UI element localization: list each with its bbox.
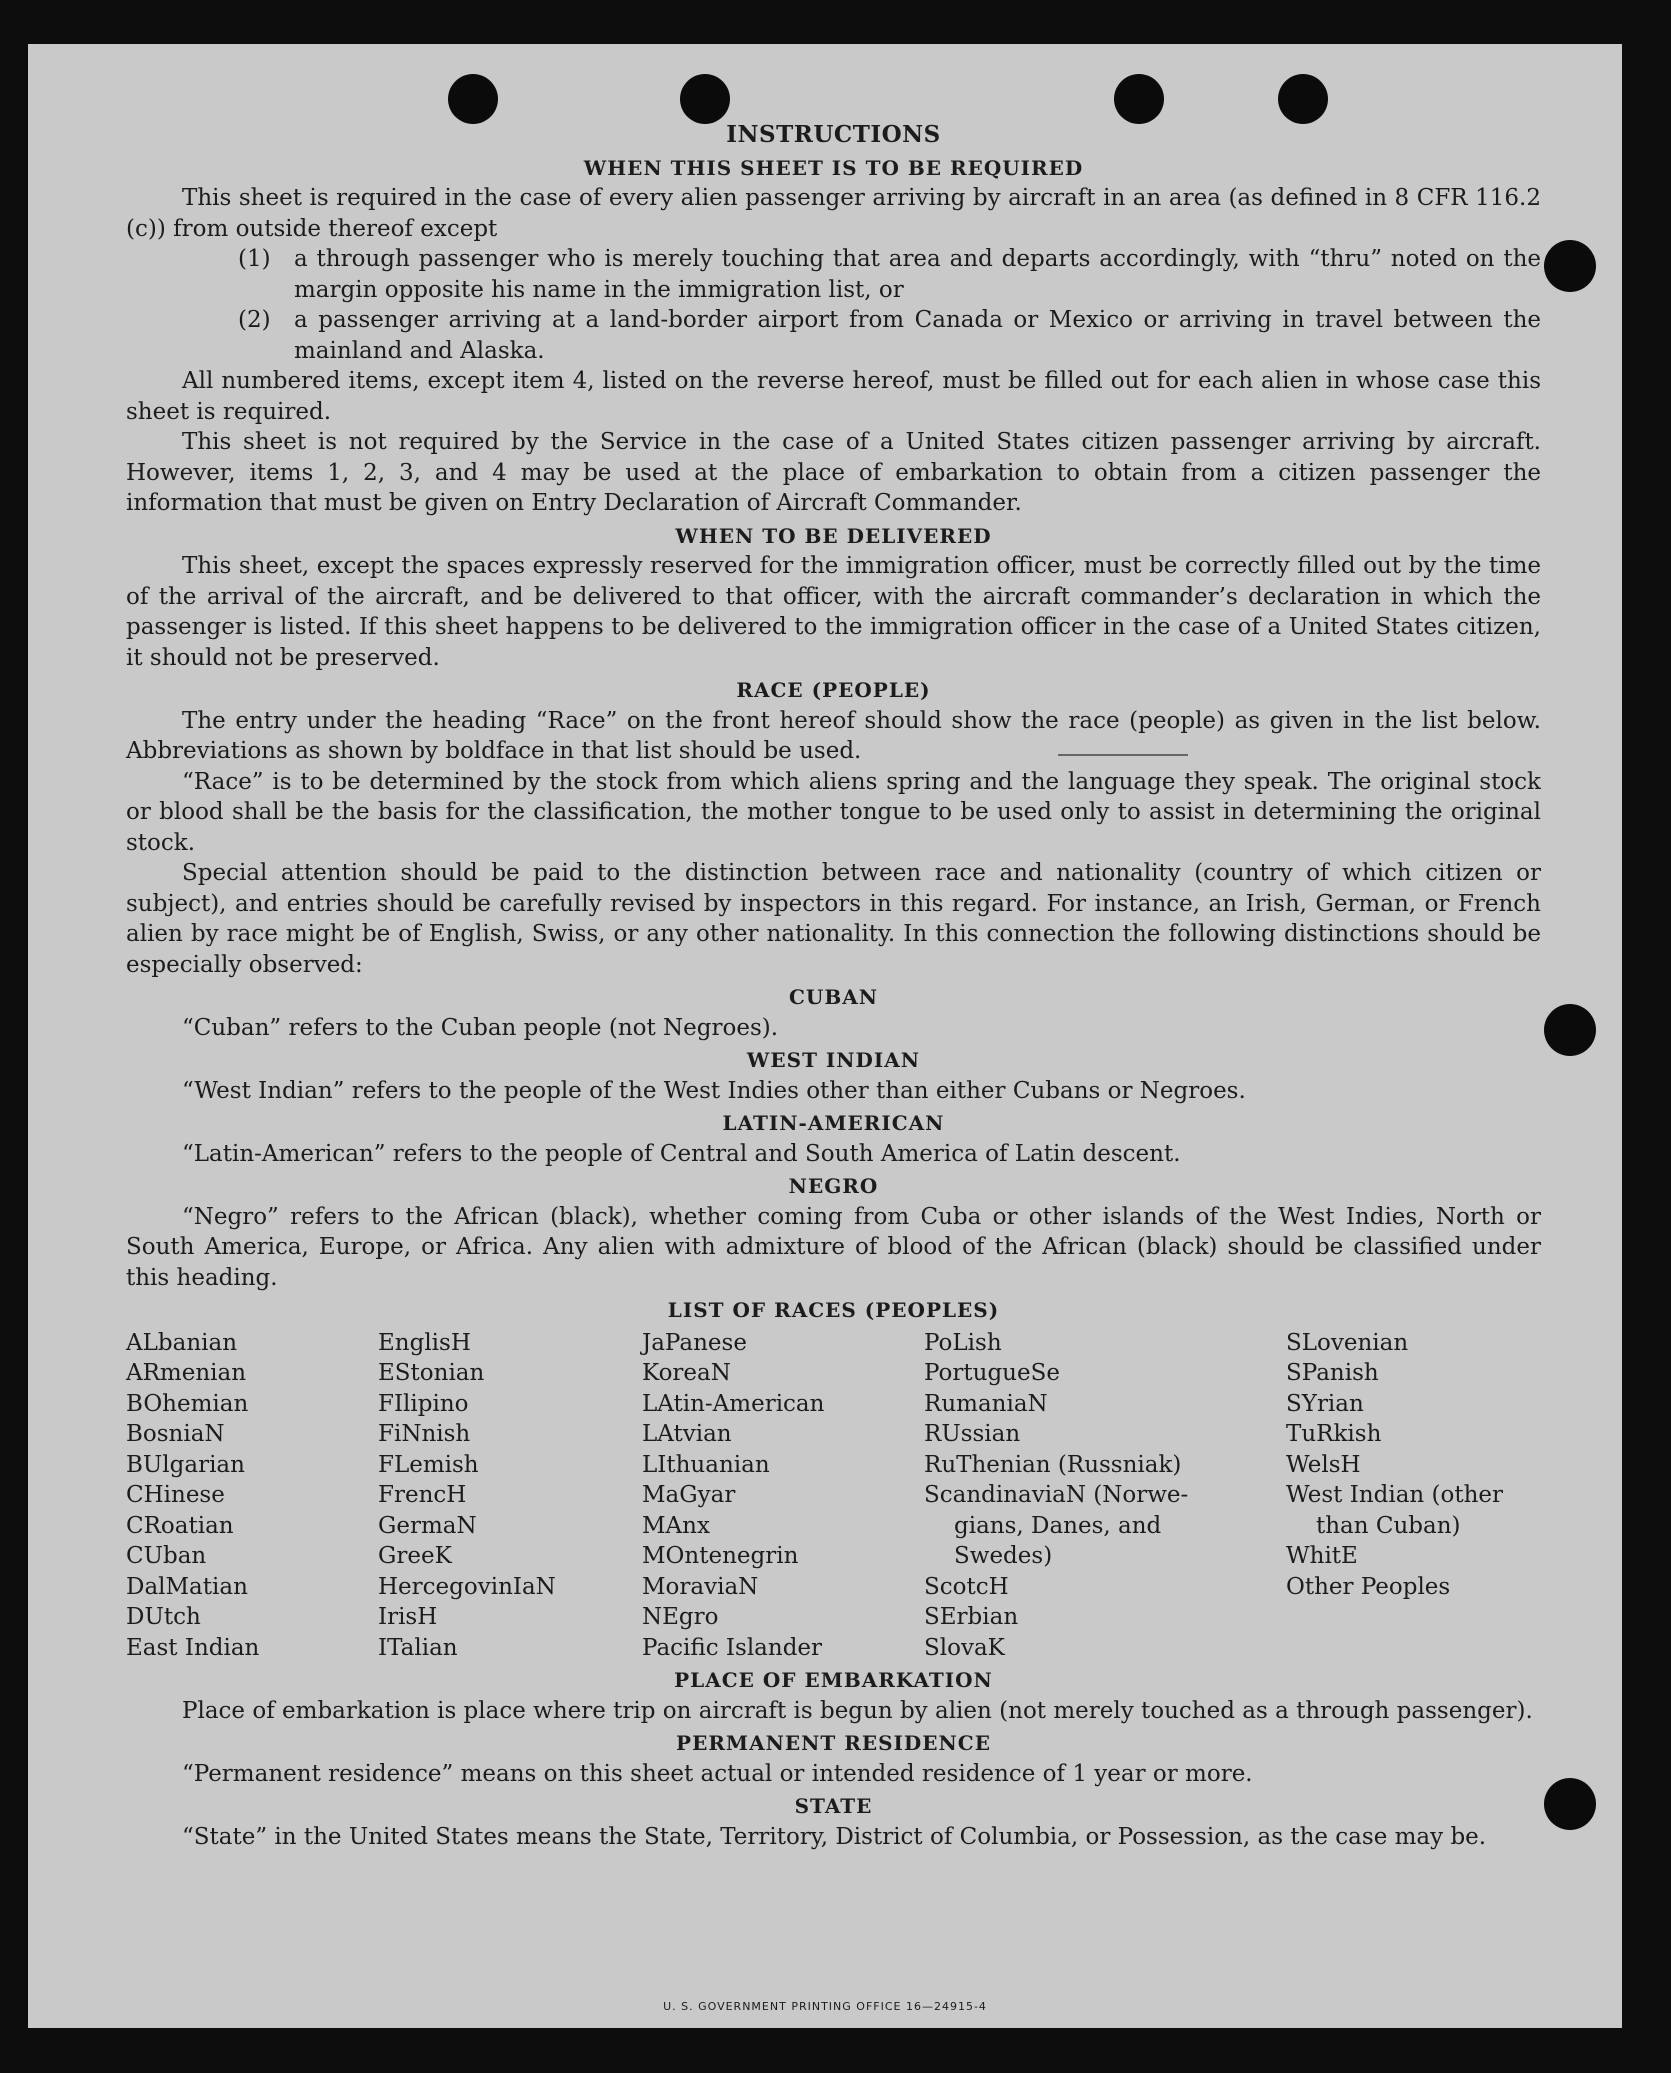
list-of-races <box>126 1328 1541 1664</box>
heading-race: RACE (PEOPLE) <box>736 678 931 702</box>
race-entry: FiNnish <box>378 1421 471 1447</box>
race-entry: FLemish <box>378 1451 479 1478</box>
race-entry: LAtin-American <box>642 1390 825 1417</box>
race-entry: PortugueSe <box>924 1360 1060 1386</box>
when-required-intro: This sheet is required in the case of every alien passenger arriving by aircraft in an area (as defined in 8 CFR 116.2 (c)) from outside thereof except <box>126 185 1541 242</box>
instructions-body <box>126 118 1541 1852</box>
race-entry: MOntenegrin <box>642 1543 799 1569</box>
heading-state: STATE <box>794 1794 873 1818</box>
race-entry: DalMatian <box>126 1573 248 1600</box>
exception-text: a through passenger who is merely touching that area and departs accordingly, with “thru” noted on the margin opposite his name in the immigration list, or <box>294 246 1541 303</box>
race-column <box>642 1328 924 1664</box>
exception-item <box>126 305 1541 366</box>
race-entry: DUtch <box>126 1604 201 1630</box>
race-entry: gians, Danes, and <box>954 1512 1162 1539</box>
race-column <box>126 1328 378 1664</box>
race-column <box>1286 1328 1536 1664</box>
race-paragraph: Special attention should be paid to the distinction between race and nationality (country of which citizen or subject), and entries should be carefully revised by inspectors in this regard. For instance, an Irish, German, or French alien by race might be of English, Swiss, or any other nationality. In this connection the following distinctions should be especially observed: <box>126 860 1541 978</box>
race-entry: BosniaN <box>126 1421 225 1447</box>
race-entry: than Cuban) <box>1316 1512 1461 1539</box>
race-entry: ALbanian <box>126 1329 238 1356</box>
race-entry: NEgro <box>642 1604 719 1630</box>
binder-hole <box>1544 1004 1596 1056</box>
negro-definition: “Negro” refers to the African (black), whether coming from Cuba or other islands of the West Indies, North or South America, Europe, or Africa. Any alien with admixture of blood of the African (black) should be classified under this heading. <box>126 1203 1541 1291</box>
race-entry: CUban <box>126 1543 207 1569</box>
race-entry: SLovenian <box>1286 1329 1409 1356</box>
race-entry: GreeK <box>378 1543 452 1569</box>
binder-hole <box>1544 1778 1596 1830</box>
heading-embarkation: PLACE OF EMBARKATION <box>674 1668 993 1692</box>
west-indian-definition: “West Indian” refers to the people of the West Indies other than either Cubans or Negroes. <box>182 1077 1246 1104</box>
heading-when-delivered: WHEN TO BE DELIVERED <box>675 523 992 548</box>
heading-west-indian: WEST INDIAN <box>746 1048 921 1072</box>
exception-text: a passenger arriving at a land-border airport from Canada or Mexico or arriving in travel between the mainland and Alaska. <box>294 307 1541 364</box>
page-title: INSTRUCTIONS <box>726 121 941 148</box>
race-entry: ScandinaviaN (Norwe- <box>924 1482 1189 1508</box>
race-entry: CRoatian <box>126 1512 234 1539</box>
race-entry: ScotcH <box>924 1573 1009 1600</box>
race-entry: MaGyar <box>642 1482 736 1508</box>
race-entry: RuThenian (Russniak) <box>924 1451 1182 1478</box>
race-entry: LIthuanian <box>642 1451 770 1478</box>
race-entry: ARmenian <box>126 1360 247 1386</box>
cuban-definition: “Cuban” refers to the Cuban people (not Negroes). <box>182 1014 779 1041</box>
race-entry: ITalian <box>378 1634 458 1661</box>
race-entry: WelsH <box>1286 1451 1361 1478</box>
race-entry: EnglisH <box>378 1329 471 1356</box>
punch-hole <box>680 74 730 124</box>
heading-negro: NEGRO <box>788 1174 879 1198</box>
citizen-paragraph: This sheet is not required by the Service in the case of a United States citizen passenger arriving by aircraft. However, items 1, 2, 3, and 4 may be used at the place of embarkation to obtain from a citizen passenger the information that must be given on Entry Declaration of Aircraft Commander. <box>126 429 1541 516</box>
race-entry: RUssian <box>924 1421 1021 1447</box>
heading-latin-american: LATIN-AMERICAN <box>722 1111 945 1135</box>
exception-number: (1) <box>238 246 271 272</box>
race-entry: SlovaK <box>924 1634 1005 1661</box>
race-entry: RumaniaN <box>924 1390 1048 1417</box>
race-entry: JaPanese <box>642 1329 747 1356</box>
race-entry: West Indian (other <box>1286 1482 1504 1508</box>
punch-hole <box>1114 74 1164 124</box>
race-entry: SErbian <box>924 1604 1019 1630</box>
race-entry: LAtvian <box>642 1421 732 1447</box>
exception-item <box>126 244 1541 305</box>
binder-hole <box>1544 240 1596 292</box>
exception-number: (2) <box>238 307 271 333</box>
heading-cuban: CUBAN <box>788 985 879 1009</box>
race-entry: TuRkish <box>1286 1421 1382 1447</box>
race-entry: SPanish <box>1286 1360 1379 1386</box>
punch-hole <box>448 74 498 124</box>
when-delivered-text: This sheet, except the spaces expressly reserved for the immigration officer, must be correctly filled out by the time of the arrival of the aircraft, and be delivered to that officer, with the aircraft commander’s declaration in which the passenger is listed. If this sheet happens to be delivered to the immigration officer in the case of a United States citizen, it should not be preserved. <box>126 553 1541 671</box>
race-entry: BUlgarian <box>126 1451 245 1478</box>
race-entry: Swedes) <box>954 1543 1053 1569</box>
state-definition: “State” in the United States means the State, Territory, District of Columbia, or Possession, as the case may be. <box>182 1823 1487 1850</box>
race-entry: SYrian <box>1286 1390 1364 1417</box>
embarkation-definition: Place of embarkation is place where trip on aircraft is begun by alien (not merely touched as a through passenger). <box>182 1697 1533 1724</box>
race-entry: CHinese <box>126 1482 225 1508</box>
race-entry: WhitE <box>1286 1543 1358 1569</box>
race-column <box>378 1328 642 1664</box>
race-entry: FrencH <box>378 1482 467 1508</box>
numbered-items-paragraph: All numbered items, except item 4, listed on the reverse hereof, must be filled out for each alien in whose case this sheet is required. <box>126 368 1541 425</box>
race-entry: PoLish <box>924 1329 1002 1356</box>
race-entry: East Indian <box>126 1634 260 1661</box>
heading-when-required: WHEN THIS SHEET IS TO BE REQUIRED <box>583 155 1084 180</box>
race-entry: KoreaN <box>642 1360 731 1386</box>
race-entry: BOhemian <box>126 1390 249 1417</box>
race-entry: FIlipino <box>378 1390 469 1417</box>
race-column <box>924 1328 1286 1664</box>
latin-american-definition: “Latin-American” refers to the people of Central and South America of Latin descent. <box>182 1140 1181 1167</box>
punch-hole <box>1278 74 1328 124</box>
race-entry: MoraviaN <box>642 1573 759 1600</box>
race-entry: IrisH <box>378 1604 438 1630</box>
heading-list-of-races: LIST OF RACES (PEOPLES) <box>667 1298 1000 1322</box>
race-paragraph: “Race” is to be determined by the stock from which aliens spring and the language they speak. The original stock or blood shall be the basis for the classification, the mother tongue to be used only to assist in determining the original stock. <box>126 768 1541 856</box>
printing-office-footer: U. S. GOVERNMENT PRINTING OFFICE 16—24915-4 <box>663 2000 987 2013</box>
race-entry: Other Peoples <box>1286 1573 1451 1600</box>
race-entry: HercegovinIaN <box>378 1573 556 1600</box>
race-paragraph: The entry under the heading “Race” on the front hereof should show the race (people) as given in the list below. Abbreviations as shown by boldface in that list should be used. <box>126 707 1541 764</box>
race-entry: EStonian <box>378 1360 485 1386</box>
residence-definition: “Permanent residence” means on this sheet actual or intended residence of 1 year or more. <box>182 1760 1253 1787</box>
heading-permanent-residence: PERMANENT RESIDENCE <box>676 1731 991 1755</box>
race-entry: Pacific Islander <box>642 1634 823 1661</box>
race-entry: GermaN <box>378 1512 477 1539</box>
race-entry: MAnx <box>642 1512 710 1539</box>
